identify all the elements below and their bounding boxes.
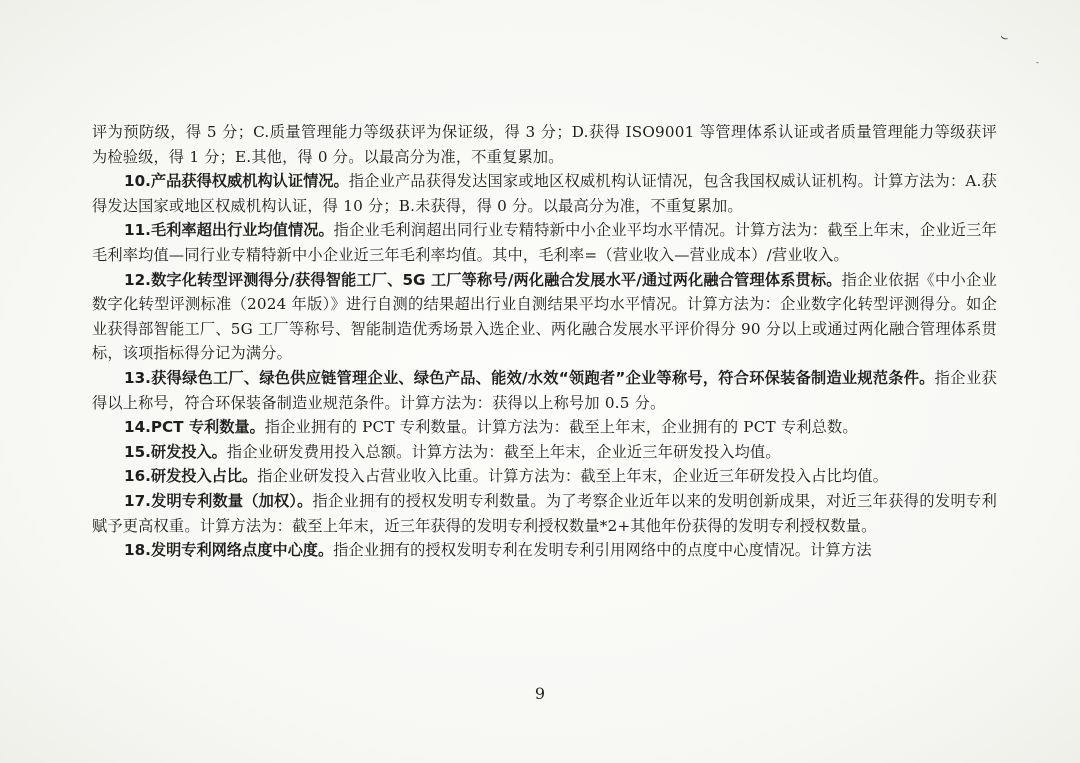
paragraph-text: 指企业研发费用投入总额。计算方法为：截至上年末，企业近三年研发投入均值。 xyxy=(226,442,781,461)
scan-mark: - xyxy=(1036,58,1039,67)
paragraph-heading: 10.产品获得权威机构认证情况。 xyxy=(124,172,349,191)
paragraph-text: 指企业研发投入占营业收入比重。计算方法为：截至上年末，企业近三年研发投入占比均值。 xyxy=(257,467,889,486)
paragraph-heading: 13.获得绿色工厂、绿色供应链管理企业、绿色产品、能效/水效“领跑者”企业等称号，符合环保装备制造业规范条件。 xyxy=(124,368,935,387)
paragraph-heading: 12.数字化转型评测得分/获得智能工厂、5G 工厂等称号/两化融合发展水平/通过两化融合管理体系贯标。 xyxy=(124,270,842,289)
paragraph-heading: 11.毛利率超出行业均值情况。 xyxy=(124,221,334,240)
paragraph-text: 指企业产品获得发达国家或地区权威机构认证情况，包含我国权威认证机构。计算方法为：A.获得发达国家或地区权威机构认证，得 10 分；B.未获得，得 0 分。以最高分为准，不重复累加。 xyxy=(92,172,997,215)
paragraph-text: 指企业获得以上称号，符合环保装备制造业规范条件。计算方法为：获得以上称号加 0.5 分。 xyxy=(92,368,997,412)
paragraph-text: 评为预防级，得 5 分；C.质量管理能力等级获评为保证级，得 3 分；D.获得 ISO9001 等管理体系认证或者质量管理能力等级获评为检验级，得 1 分；E.其他，得 0 分。以最高分为准，不重复累加。 xyxy=(92,123,997,166)
paragraph-text: 指企业拥有的 PCT 专利数量。计算方法为：截至上年末，企业拥有的 PCT 专利总数。 xyxy=(264,418,858,437)
document-body xyxy=(92,120,997,563)
paragraph-continuation xyxy=(92,120,997,169)
paragraph-text: 指企业拥有的授权发明专利数量。为了考察企业近年以来的发明创新成果，对近三年获得的发明专利赋予更高权重。计算方法为：截至上年末，近三年获得的发明专利授权数量*2+其他年份获得的发明专利授权数量。 xyxy=(92,491,997,535)
paragraph-text: 指企业毛利润超出同行业专精特新中小企业平均水平情况。计算方法为：截至上年末，企业近三年毛利率均值—同行业专精特新中小企业近三年毛利率均值。其中，毛利率=（营业收入—营业成本）/营业收入。 xyxy=(92,221,997,264)
paragraph-item-16 xyxy=(92,464,997,489)
paragraph-item-11 xyxy=(92,218,997,267)
paragraph-item-12 xyxy=(92,268,997,366)
paragraph-heading: 14.PCT 专利数量。 xyxy=(124,418,265,437)
paragraph-item-14 xyxy=(92,415,997,440)
paragraph-heading: 15.研发投入。 xyxy=(124,442,227,461)
paragraph-text: 指企业依据《中小企业数字化转型评测标准（2024 年版）》进行自测的结果超出行业自测结果平均水平情况。计算方法为：企业数字化转型评测得分。如企业获得部智能工厂、5G 工厂等称号、智能制造优秀场景入选企业、两化融合发展水平评价得分 90 分以上或通过两化融合管理体系贯标，该项指标得分记为满分。 xyxy=(92,270,997,363)
paragraph-heading: 18.发明专利网络点度中心度。 xyxy=(124,541,334,560)
paragraph-heading: 17.发明专利数量（加权）。 xyxy=(124,491,313,510)
page-number: 9 xyxy=(534,684,546,703)
paragraph-item-13 xyxy=(92,366,997,415)
paragraph-item-18 xyxy=(92,538,997,563)
paragraph-heading: 16.研发投入占比。 xyxy=(124,467,258,486)
paragraph-item-17 xyxy=(92,489,997,538)
paragraph-text: 指企业拥有的授权发明专利在发明专利引用网络中的点度中心度情况。计算方法 xyxy=(333,541,872,560)
scan-mark: ⌣ xyxy=(997,28,1011,47)
paragraph-item-15 xyxy=(92,440,997,465)
paragraph-item-10 xyxy=(92,169,997,218)
